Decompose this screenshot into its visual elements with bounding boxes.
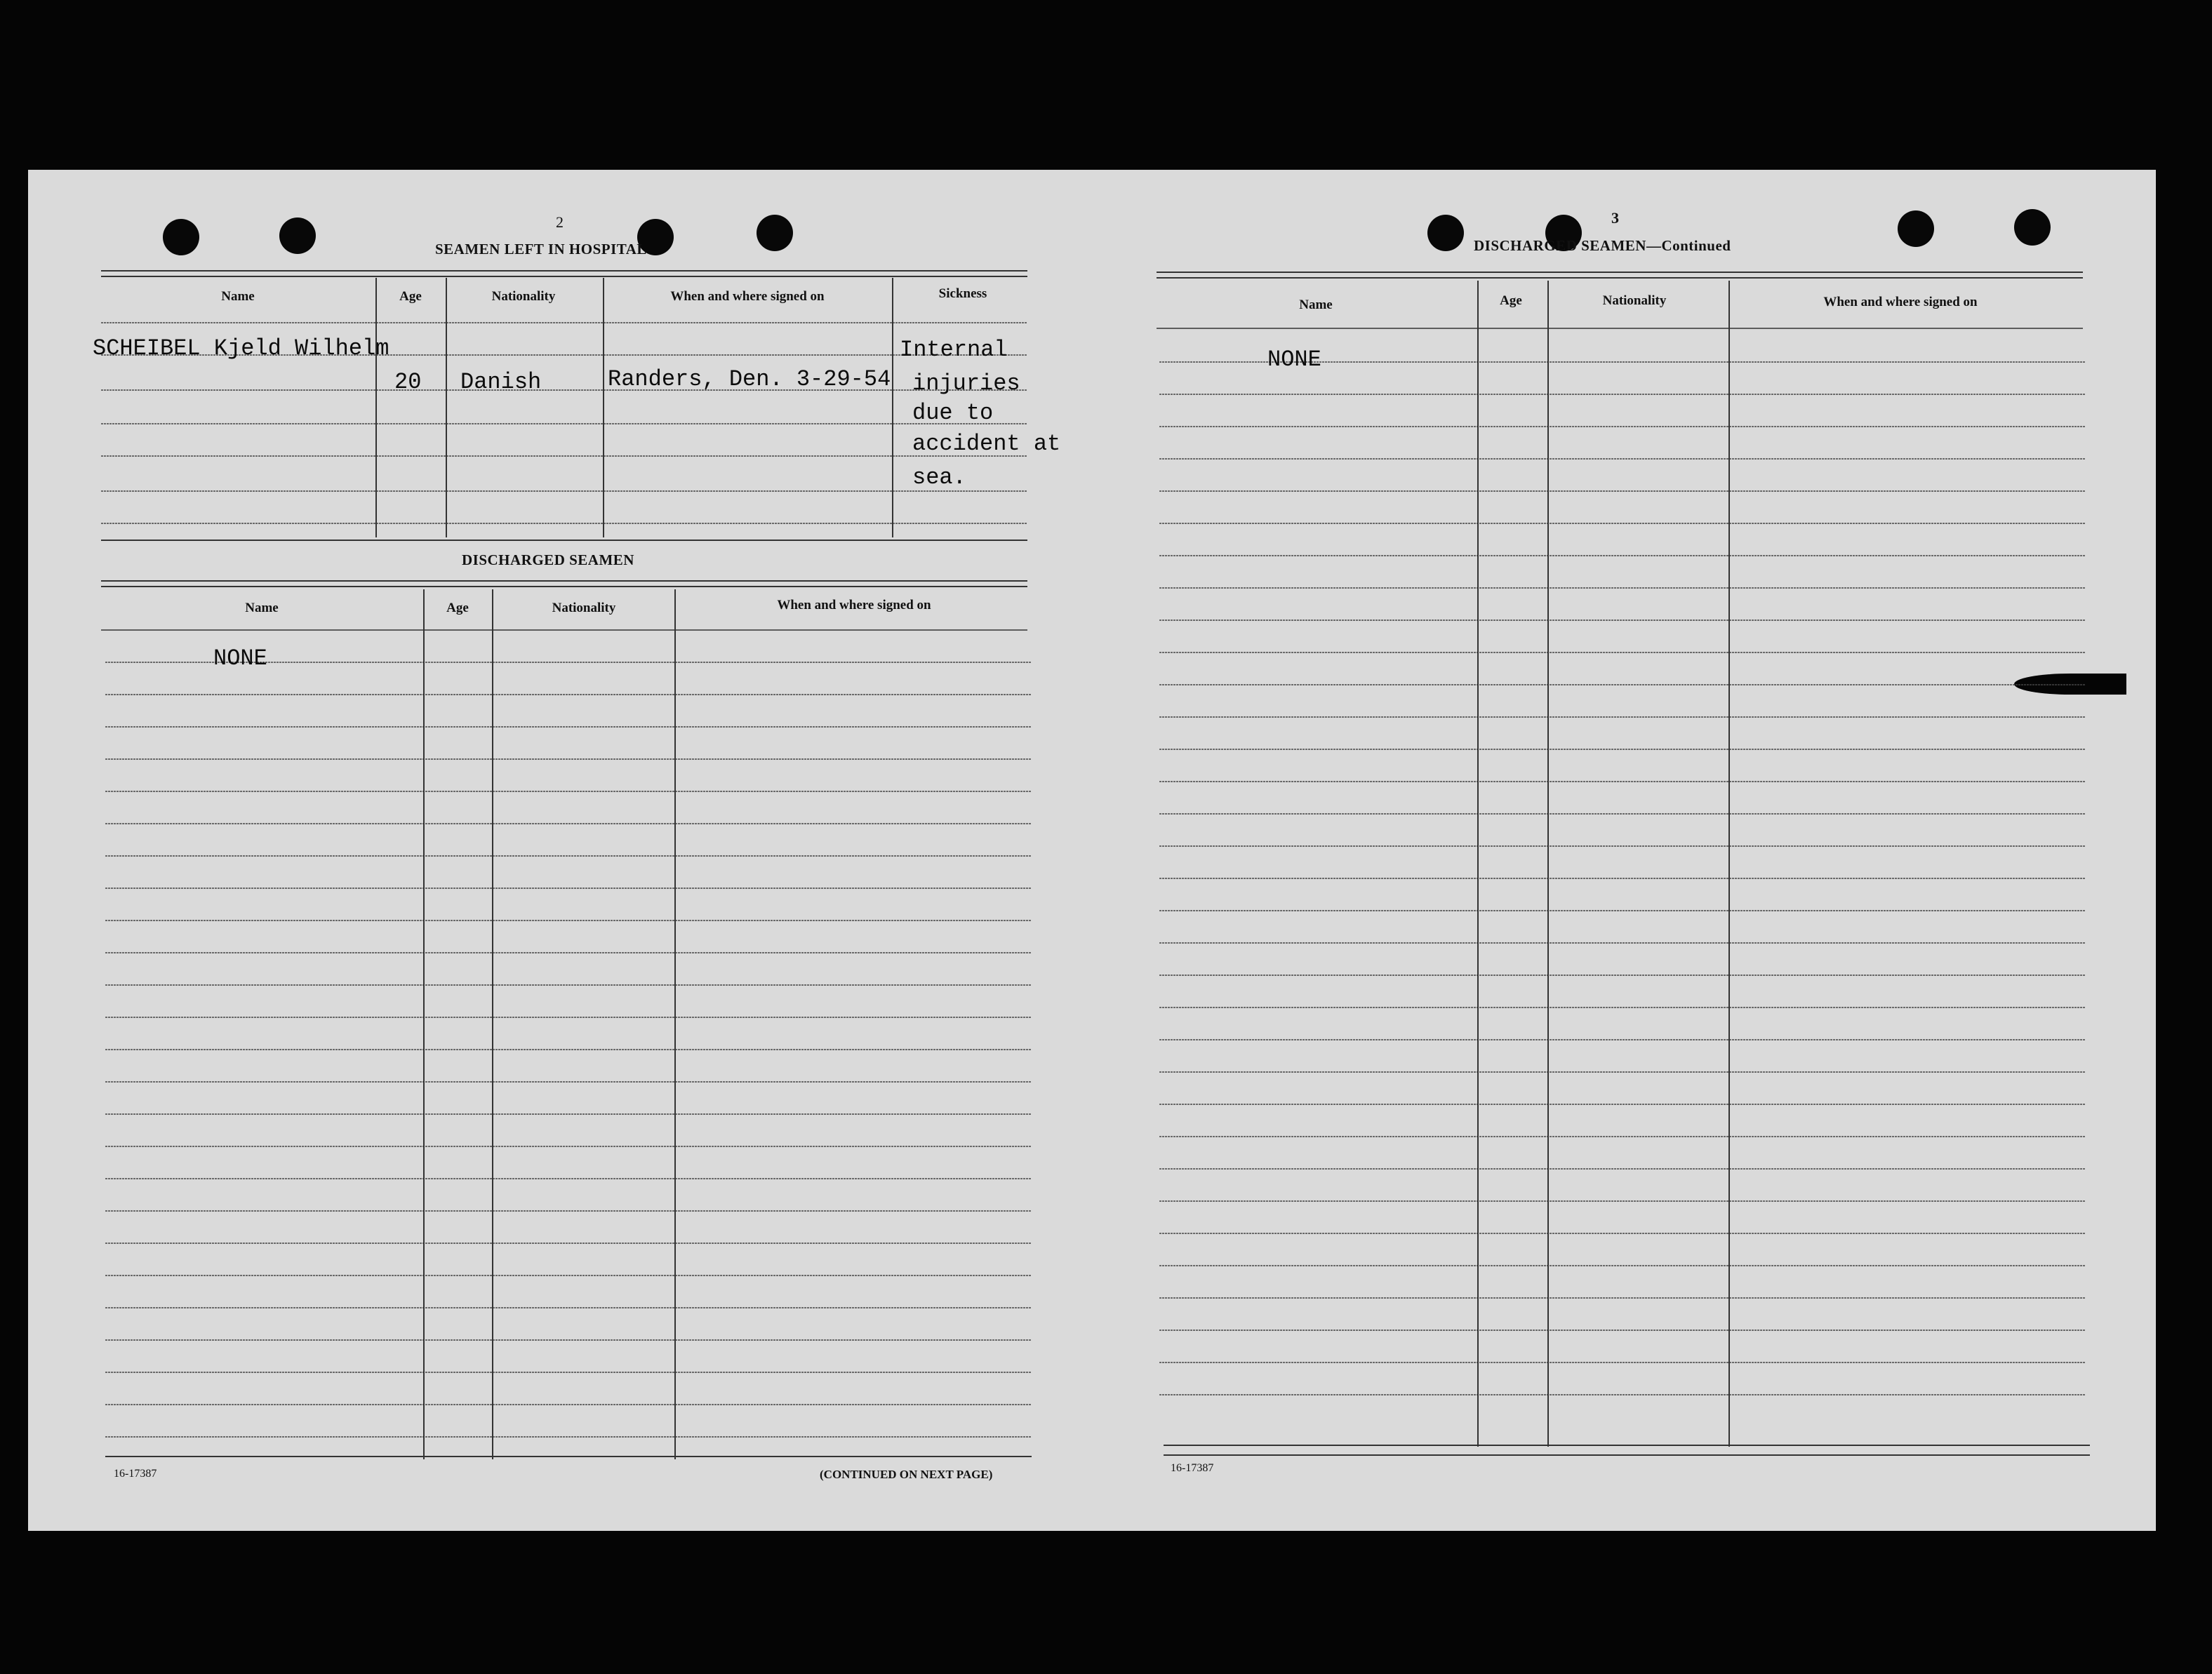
- discharged-section-title: DISCHARGED SEAMEN: [462, 551, 634, 568]
- sickness-line: due to: [912, 400, 994, 426]
- col-header-name: Name: [221, 289, 255, 304]
- col-header-signed-on: When and where signed on: [670, 289, 825, 304]
- form-number: 16-17387: [1171, 1462, 1214, 1474]
- continued-note: (CONTINUED ON NEXT PAGE): [820, 1468, 993, 1481]
- col-header-nationality: Nationality: [552, 601, 616, 615]
- seaman-signed-on: Randers, Den. 3-29-54: [608, 366, 891, 392]
- discharged-entry: NONE: [213, 645, 267, 671]
- page-number: 2: [556, 213, 564, 231]
- sickness-line: injuries: [912, 370, 1020, 396]
- sickness-line: accident at: [912, 431, 1061, 457]
- col-header-name: Name: [1299, 297, 1333, 312]
- col-header-age: Age: [446, 601, 469, 615]
- col-header-nationality: Nationality: [491, 289, 556, 304]
- sickness-line: Internal: [900, 337, 1008, 363]
- seaman-name: SCHEIBEL Kjeld Wilhelm: [93, 335, 389, 361]
- col-header-age: Age: [1500, 293, 1522, 308]
- col-header-signed-on: When and where signed on: [1823, 295, 1978, 309]
- hospital-section-title: SEAMEN LEFT IN HOSPITAL: [435, 241, 647, 257]
- discharged-entry: NONE: [1267, 347, 1321, 373]
- col-header-sickness: Sickness: [938, 286, 987, 301]
- seaman-age: 20: [394, 369, 422, 395]
- col-header-age: Age: [399, 289, 422, 304]
- seaman-nationality: Danish: [460, 369, 542, 395]
- col-header-signed-on: When and where signed on: [777, 598, 931, 612]
- page-number: 3: [1611, 209, 1619, 227]
- sickness-line: sea.: [912, 464, 966, 490]
- col-header-name: Name: [245, 601, 279, 615]
- form-number: 16-17387: [114, 1468, 157, 1480]
- discharged-continued-title: DISCHARGED SEAMEN—Continued: [1474, 237, 1731, 254]
- col-header-nationality: Nationality: [1602, 293, 1667, 308]
